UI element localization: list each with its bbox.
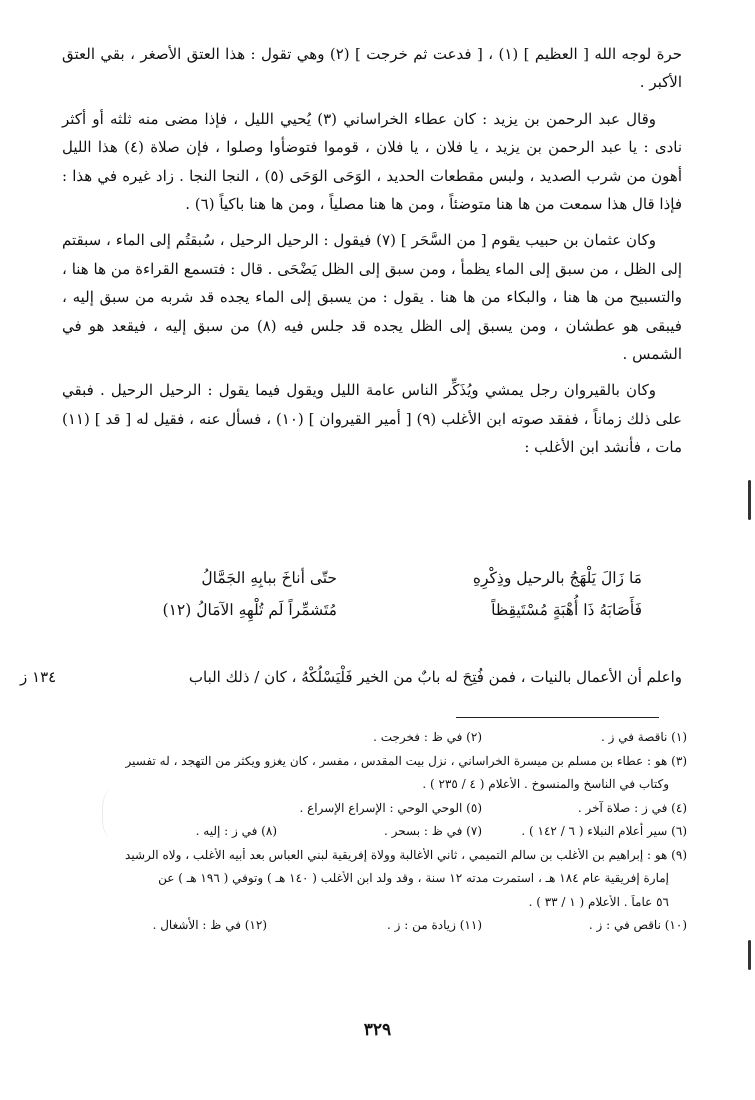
footnote-3-continued: وكتاب في الناسخ والمنسوخ . الأعلام ( ٤ / ٢٣٥ ) . (422, 777, 669, 791)
footnote-10: (١٠) ناقص في : ز . (588, 918, 687, 932)
paragraph-1: حرة لوجه الله [ العظيم ] (١) ، [ فدعت ثم خرجت ] (٢) وهي تقول : هذا العتق الأصغر ، بقي العتق الأكبر . (62, 45, 682, 92)
main-text (62, 40, 682, 470)
footnote-row-10 (60, 918, 687, 942)
footnote-9-continued-2: ٥٦ عاماً . الأعلام ( ١ / ٣٣ ) . (528, 894, 669, 909)
closing-line-text: واعلم أن الأعمال بالنيات ، فمن فُتِحَ له بابٌ من الخير فَلْيَسْلُكْهُ ، كان / ذلك الباب (188, 668, 682, 686)
scan-edge-mark (748, 480, 751, 520)
footnote-1: (١) ناقصة في ز . (601, 730, 687, 744)
footnote-12: (١٢) في ظ : الأشغال . (152, 918, 267, 932)
paragraph-2: وقال عبد الرحمن بن يزيد : كان عطاء الخراساني (٣) يُحيي الليل ، فإذا مضى منه ثلثه أو أكثر نادى : يا عبد الرحمن بن يزيد ، يا فلان ، يا فلان ، قوموا فتوضأوا وصلوا ، فإن صلاة (٤) هذا الليل أهون من شرب الصديد ، ولبس مقطعات الحديد ، الوَحَى الوَحَى (٥) ، النجا النجا . زاد غيره في هذا : فإذا قال هذا سمعت من ها هنا متوضئاً ، ومن ها هنا مصلياً ، ومن ها هنا باكياً (٦) . (62, 109, 682, 214)
footnote-3: (٣) هو : عطاء بن مسلم بن ميسرة الخراساني ، نزل بيت المقدس ، مفسر ، كان يغزو ويكثر من التهجد ، له تفسير (125, 753, 687, 768)
footnotes (60, 730, 687, 942)
footnote-6: (٦) سير أعلام النبلاء ( ٦ / ١٤٢ ) . (521, 824, 687, 838)
poem-verse-2-first-hemistich: فَأَصَابَهُ ذَا أُهْبَةٍ مُسْتَيقِظاً (491, 601, 642, 619)
poem-verse-1-first-hemistich: مَا زَالَ يَلْهَجُ بالرحيل وذِكْرِهِ (472, 569, 642, 587)
footnote-7: (٧) في ظ : بسحر . (384, 824, 482, 838)
footnote-5: (٥) الوحي الوحي : الإسراع الإسراع . (299, 800, 482, 815)
paragraph-4: وكان بالقيروان رجل يمشي ويُذَكِّر الناس عامة الليل ويقول فيما يقول : الرحيل الرحيل . فبقي على ذلك زماناً ، ففقد صوته ابن الأغلب (٩) [ أمير القيروان ] (١٠) ، فسأل عنه ، فقيل له [ قد ] (١١) مات ، فأنشد ابن الأغلب : (62, 381, 683, 457)
poem-verse-1-second-hemistich: حتّى أناخَ ببابِهِ الجَمَّالُ (201, 569, 337, 587)
footnote-4: (٤) في ز : صلاة آخر . (577, 800, 687, 815)
page-number: ٣٢٩ (363, 1020, 392, 1040)
scan-edge-mark (748, 940, 751, 970)
paper-smudge (102, 790, 125, 838)
footnote-11: (١١) زيادة من : ز . (387, 918, 482, 932)
poem-verse-2-second-hemistich: مُتَشمِّراً لَم تُلْهِهِ الآمَالُ (١٢) (162, 601, 337, 619)
footnote-row-1 (60, 730, 687, 754)
poem-verse-1 (62, 569, 682, 601)
footnote-9-continued: إمارة إفريقية عام ١٨٤ هـ ، استمرت مدته ١٢ سنة ، وقد ولد ابن الأغلب ( ١٤٠ هـ ) وتوفي ( ١٩٦ هـ ) عن (158, 871, 669, 885)
manuscript-folio-ref: ١٣٤ ز (20, 668, 57, 686)
poem (62, 569, 682, 633)
footnote-2: (٢) في ظ : فخرجت . (373, 730, 482, 744)
footnote-8: (٨) في ز : إليه . (195, 824, 277, 838)
paragraph-3: وكان عثمان بن حبيب يقوم [ من السَّحَر ] (٧) فيقول : الرحيل الرحيل ، سُبقتُم إلى الماء ، سبقتم إلى الظل ، من سبق إلى الماء يظمأ ، ومن سبق إلى الظل يَضْحَى . قال : فتسمع القراءة من ها هنا ، والتسبيح من ها هنا ، والبكاء من ها هنا . يقول : من يسبق إلى الماء يجده قد شربه من سبق إليه ، فيبقى هو عطشان ، ومن يسبق إلى الظل يجده قد جلس فيه (٨) من سبق إليه ، فيقعد هو في الشمس . (62, 231, 682, 364)
footnote-separator (456, 717, 659, 718)
footnote-row-6 (60, 824, 687, 848)
footnote-9: (٩) هو : إبراهيم بن الأغلب بن سالم التميمي ، ثاني الأغالبة وولاة إفريقية لبني العباس بعد أبيه الأغلب ، ولاه الرشيد (125, 847, 687, 862)
poem-verse-2 (62, 601, 682, 633)
footnote-row-4 (60, 801, 687, 825)
